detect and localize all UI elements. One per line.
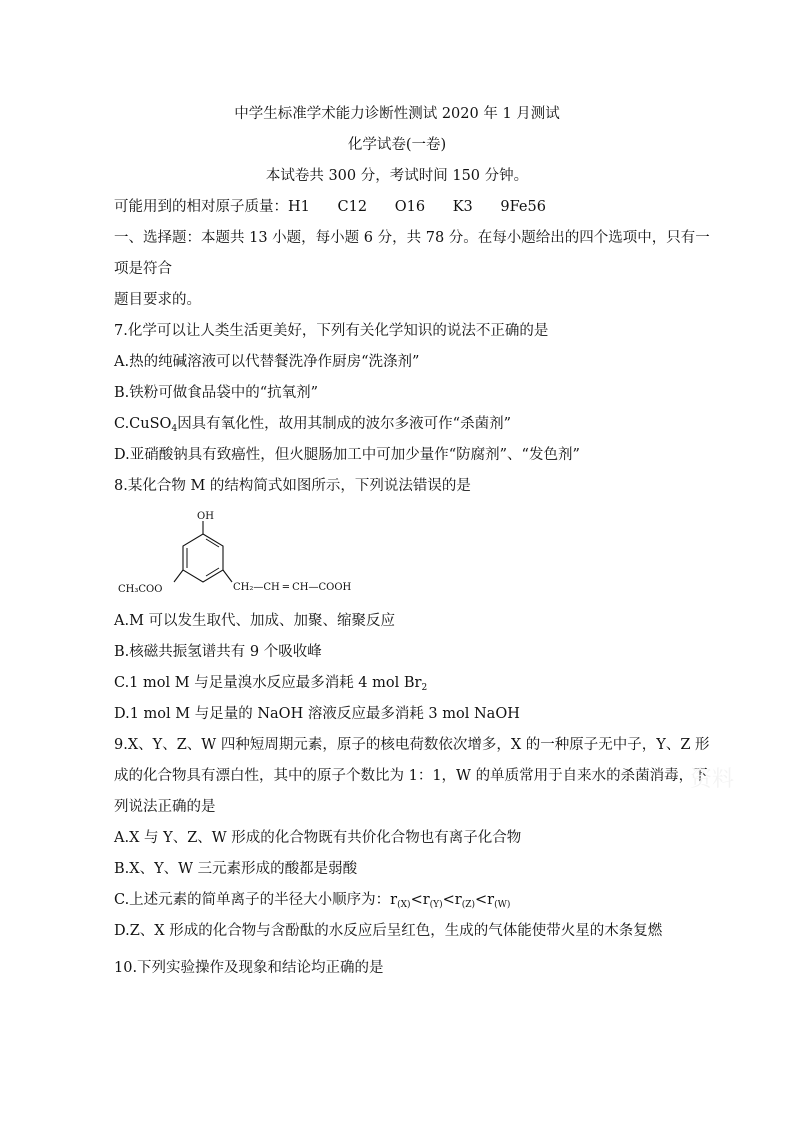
radius-lt-3: <r: [475, 892, 495, 908]
q9-option-c: [114, 890, 754, 910]
q7-option-d: D.亚硝酸钠具有致癌性，但火腿肠加工中可加少量作“防腐剂”、“发色剂”: [114, 447, 580, 463]
q9-option-a: A.X 与 Y、Z、W 形成的化合物既有共价化合物也有离子化合物: [114, 830, 522, 846]
atomic-masses: 可能用到的相对原子质量：H1 C12 O16 K3 9Fe56: [114, 199, 546, 215]
radius-sub-z: (Z): [461, 900, 475, 910]
ring-double-bond: [206, 568, 219, 576]
q7-option-a: A.热的纯碱溶液可以代替餐洗净作厨房“洗涤剂”: [114, 354, 420, 370]
q7-option-b: B.铁粉可做食品袋中的“抗氧剂”: [114, 385, 319, 401]
q9-stem-line1: 9.X、Y、Z、W 四种短周期元素，原子的核电荷数依次增多，X 的一种原子无中子，Y、Z 形: [114, 737, 710, 753]
radius-sub-w: (W): [494, 900, 511, 910]
ester-bond: [174, 570, 183, 582]
q7-option-c-sub: 4: [171, 424, 178, 434]
q9-option-c-pre: C.上述元素的简单离子的半径大小顺序为：r: [114, 892, 398, 908]
ester-label: CH₃COO: [118, 584, 163, 595]
benzene-ring: [183, 534, 223, 582]
section-heading-line2: 项是符合: [114, 261, 172, 277]
q10-stem: 10.下列实验操作及现象和结论均正确的是: [114, 960, 384, 976]
chain-label: CH₂—CH ═ CH—COOH: [233, 582, 352, 593]
q8-option-b: B.核磁共振氢谱共有 9 个吸收峰: [114, 644, 322, 660]
q7-option-c-post: 因具有氧化性，故用其制成的波尔多液可作“杀菌剂”: [177, 416, 512, 432]
q9-stem-line3: 列说法正确的是: [114, 799, 216, 815]
section-heading-line3: 题目要求的。: [114, 292, 201, 308]
q9-stem-line2: 成的化合物具有漂白性，其中的原子个数比为 1：1，W 的单质常用于自来水的杀菌消毒，下: [114, 768, 708, 784]
exam-subtitle: 化学试卷(一卷): [347, 137, 447, 153]
q7-option-c-pre: C.CuSO: [114, 416, 172, 432]
q8-stem: 8.某化合物 M 的结构简式如图所示，下列说法错误的是: [114, 478, 471, 494]
radius-lt-1: <r: [410, 892, 430, 908]
section-heading-line1: 一、选择题：本题共 13 小题，每小题 6 分，共 78 分。在每小题给出的四个选项中，只有一: [114, 230, 710, 246]
q7-stem: 7.化学可以让人类生活更美好，下列有关化学知识的说法不正确的是: [114, 323, 549, 339]
watermark: 资料: [690, 767, 735, 792]
q9-option-b: B.X、Y、W 三元素形成的酸都是弱酸: [114, 861, 358, 877]
q8-option-a: A.M 可以发生取代、加成、加聚、缩聚反应: [114, 613, 396, 629]
chain-bond: [223, 570, 232, 582]
q8-option-c-pre: C.1 mol M 与足量溴水反应最多消耗 4 mol Br: [114, 675, 422, 691]
q8-option-c: [114, 673, 754, 693]
radius-sub-y: (Y): [429, 900, 443, 910]
q9-option-d: D.Z、X 形成的化合物与含酚酞的水反应后呈红色，生成的气体能使带火星的木条复燃: [114, 923, 663, 939]
exam-info: 本试卷共 300 分，考试时间 150 分钟。: [265, 168, 529, 184]
compound-m-structure: [114, 506, 384, 598]
radius-lt-2: <r: [442, 892, 462, 908]
oh-label: OH: [197, 511, 214, 522]
radius-sub-x: (X): [397, 900, 411, 910]
q8-option-d: D.1 mol M 与足量的 NaOH 溶液反应最多消耗 3 mol NaOH: [114, 706, 520, 722]
q8-option-c-sub: 2: [421, 683, 428, 693]
q7-option-c: [114, 414, 754, 434]
exam-title: 中学生标准学术能力诊断性测试 2020 年 1 月测试: [234, 106, 560, 122]
